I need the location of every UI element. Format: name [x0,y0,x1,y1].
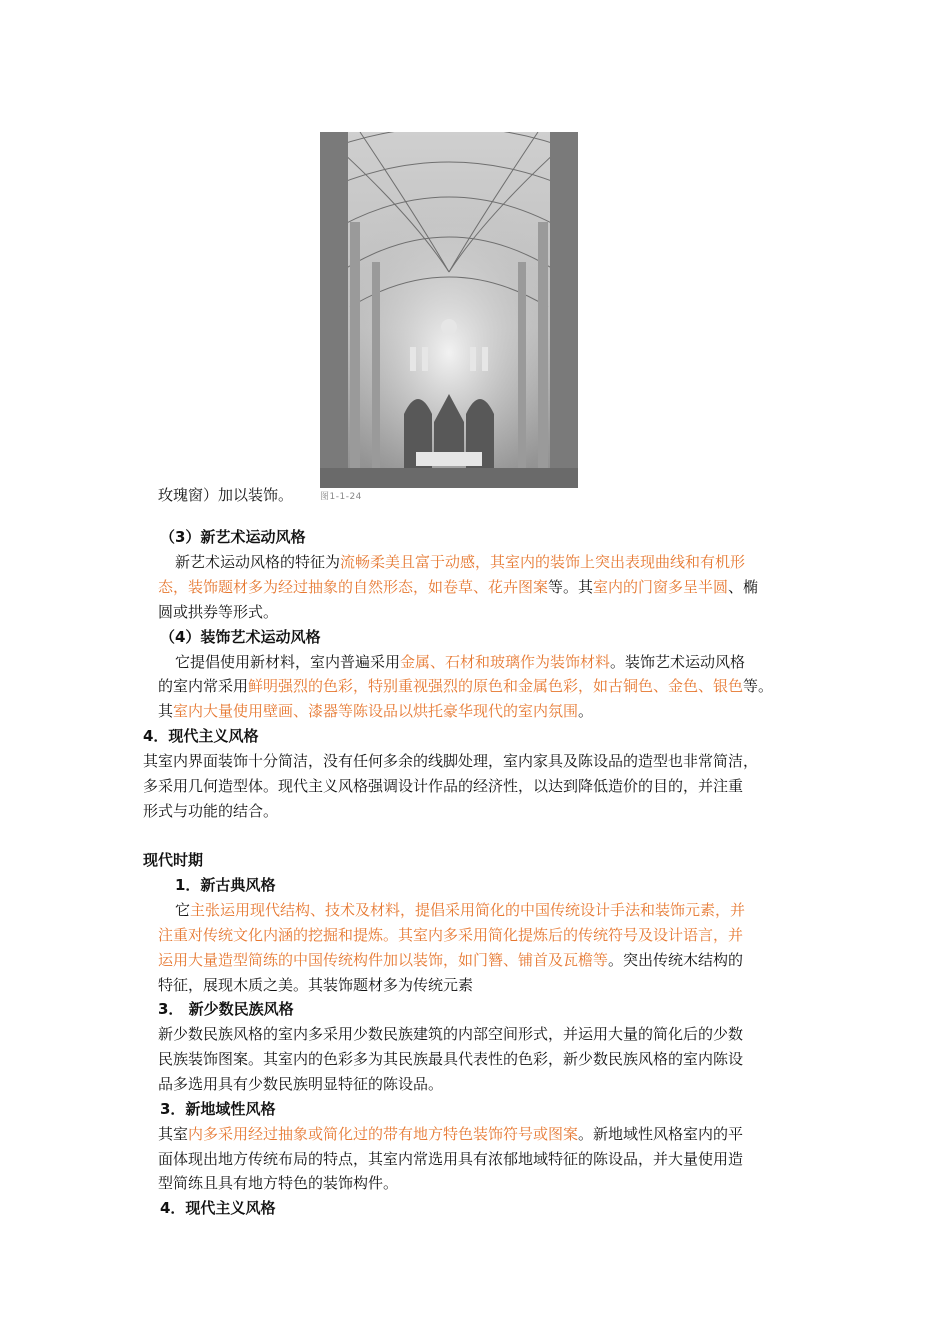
text-run: 玫瑰窗）加以装饰。 [158,486,294,504]
text-line [158,951,743,969]
heading-modernism [143,727,258,745]
text-run: 民族装饰图案。其室内的色彩多为其民族最具代表性的色彩，新少数民族风格的室内陈设 [158,1050,744,1068]
highlighted-text: 鲜明强烈的色彩，特别重视强烈的原色和金属色彩，如古铜色、金色、银色 [248,677,744,695]
heading-neo-ethnic [158,1000,294,1018]
text-line [158,1125,743,1143]
text-line [158,578,758,596]
text-line [143,752,758,770]
text-run: 面体现出地方传统布局的特点，其室内常选用具有浓郁地域特征的陈设品，并大量使用造 [158,1150,744,1168]
text-line [143,777,743,795]
heading-modernism-2 [160,1199,275,1217]
text-run: 形式与功能的结合。 [143,802,279,820]
text-line [158,976,473,994]
text-run: 4．现代主义风格 [143,727,259,745]
text-run: 多采用几何造型体。现代主义风格强调设计作品的经济性，以达到降低造价的目的，并注重 [143,777,744,795]
text-line [158,486,293,504]
text-line [158,1050,743,1068]
heading-new-art-movement [160,528,305,546]
cathedral-interior-photo [320,132,578,488]
highlighted-text: 运用大量造型简练的中国传统构件加以装饰，如门簪、铺首及瓦檐等 [158,951,609,969]
figure-caption: 图1-1-24 [320,492,362,502]
highlighted-text: 金属、石材和玻璃作为装饰材料 [400,653,611,671]
text-run: 3． 新少数民族风格 [158,1000,294,1018]
highlighted-text: 内多采用经过抽象或简化过的带有地方特色装饰符号或图案 [188,1125,579,1143]
text-line [175,553,745,571]
text-run: 。突出传统木结构的 [608,951,744,969]
text-run: （4）装饰艺术运动风格 [160,628,321,646]
text-run: 4．现代主义风格 [160,1199,276,1217]
text-run: 其室 [158,1125,189,1143]
text-line [158,603,278,621]
text-run: 型简练且具有地方特色的装饰构件。 [158,1174,399,1192]
text-run: 、椭 [728,578,759,596]
text-line [158,702,593,720]
heading-art-deco [160,628,320,646]
highlighted-text: 主张运用现代结构、技术及材料，提倡采用简化的中国传统设计手法和装饰元素，并 [190,901,746,919]
text-line [158,1075,443,1093]
text-line [158,1174,398,1192]
text-run: 等。 [743,677,774,695]
highlighted-text: 注重对传统文化内涵的挖掘和提炼。其室内多采用简化提炼后的传统符号及设计语言，并 [158,926,744,944]
text-run: 它提倡使用新材料，室内普遍采用 [175,653,401,671]
text-run: 它 [175,901,191,919]
text-line [158,677,773,695]
text-run: 新艺术运动风格的特征为 [175,553,341,571]
text-line [175,653,745,671]
text-run: （3）新艺术运动风格 [160,528,306,546]
highlighted-text: 室内大量使用壁画、漆器等陈设品以烘托豪华现代的室内氛围 [173,702,579,720]
text-run: 等。其 [548,578,594,596]
text-run: 特征，展现木质之美。其装饰题材多为传统元素 [158,976,474,994]
highlighted-text: 室内的门窗多呈半圆 [593,578,729,596]
heading-neoclassical [175,876,275,894]
text-run: 1．新古典风格 [175,876,276,894]
text-line [175,901,745,919]
text-run: 现代时期 [143,851,204,869]
text-run: 的室内常采用 [158,677,249,695]
text-run: 圆或拱券等形式。 [158,603,279,621]
text-run: 其 [158,702,174,720]
text-line [158,926,743,944]
highlighted-text: 态，装饰题材多为经过抽象的自然形态，如卷草、花卉图案 [158,578,549,596]
text-run: 3．新地域性风格 [160,1100,276,1118]
text-line [143,802,278,820]
text-run: 其室内界面装饰十分简洁，没有任何多余的线脚处理，室内家具及陈设品的造型也非常简洁， [143,752,759,770]
highlighted-text: 流畅柔美且富于动感，其室内的装饰上突出表现曲线和有机形 [340,553,746,571]
text-run: 新少数民族风格的室内多采用少数民族建筑的内部空间形式，并运用大量的简化后的少数 [158,1025,744,1043]
text-line [158,1025,743,1043]
figure [318,128,606,506]
text-line [158,1150,743,1168]
heading-neo-regional [160,1100,275,1118]
text-run: 。装饰艺术运动风格 [610,653,746,671]
heading-modern-period [143,851,203,869]
text-run: 品多选用具有少数民族明显特征的陈设品。 [158,1075,444,1093]
text-run: 。新地域性风格室内的平 [578,1125,744,1143]
text-run: 。 [578,702,594,720]
